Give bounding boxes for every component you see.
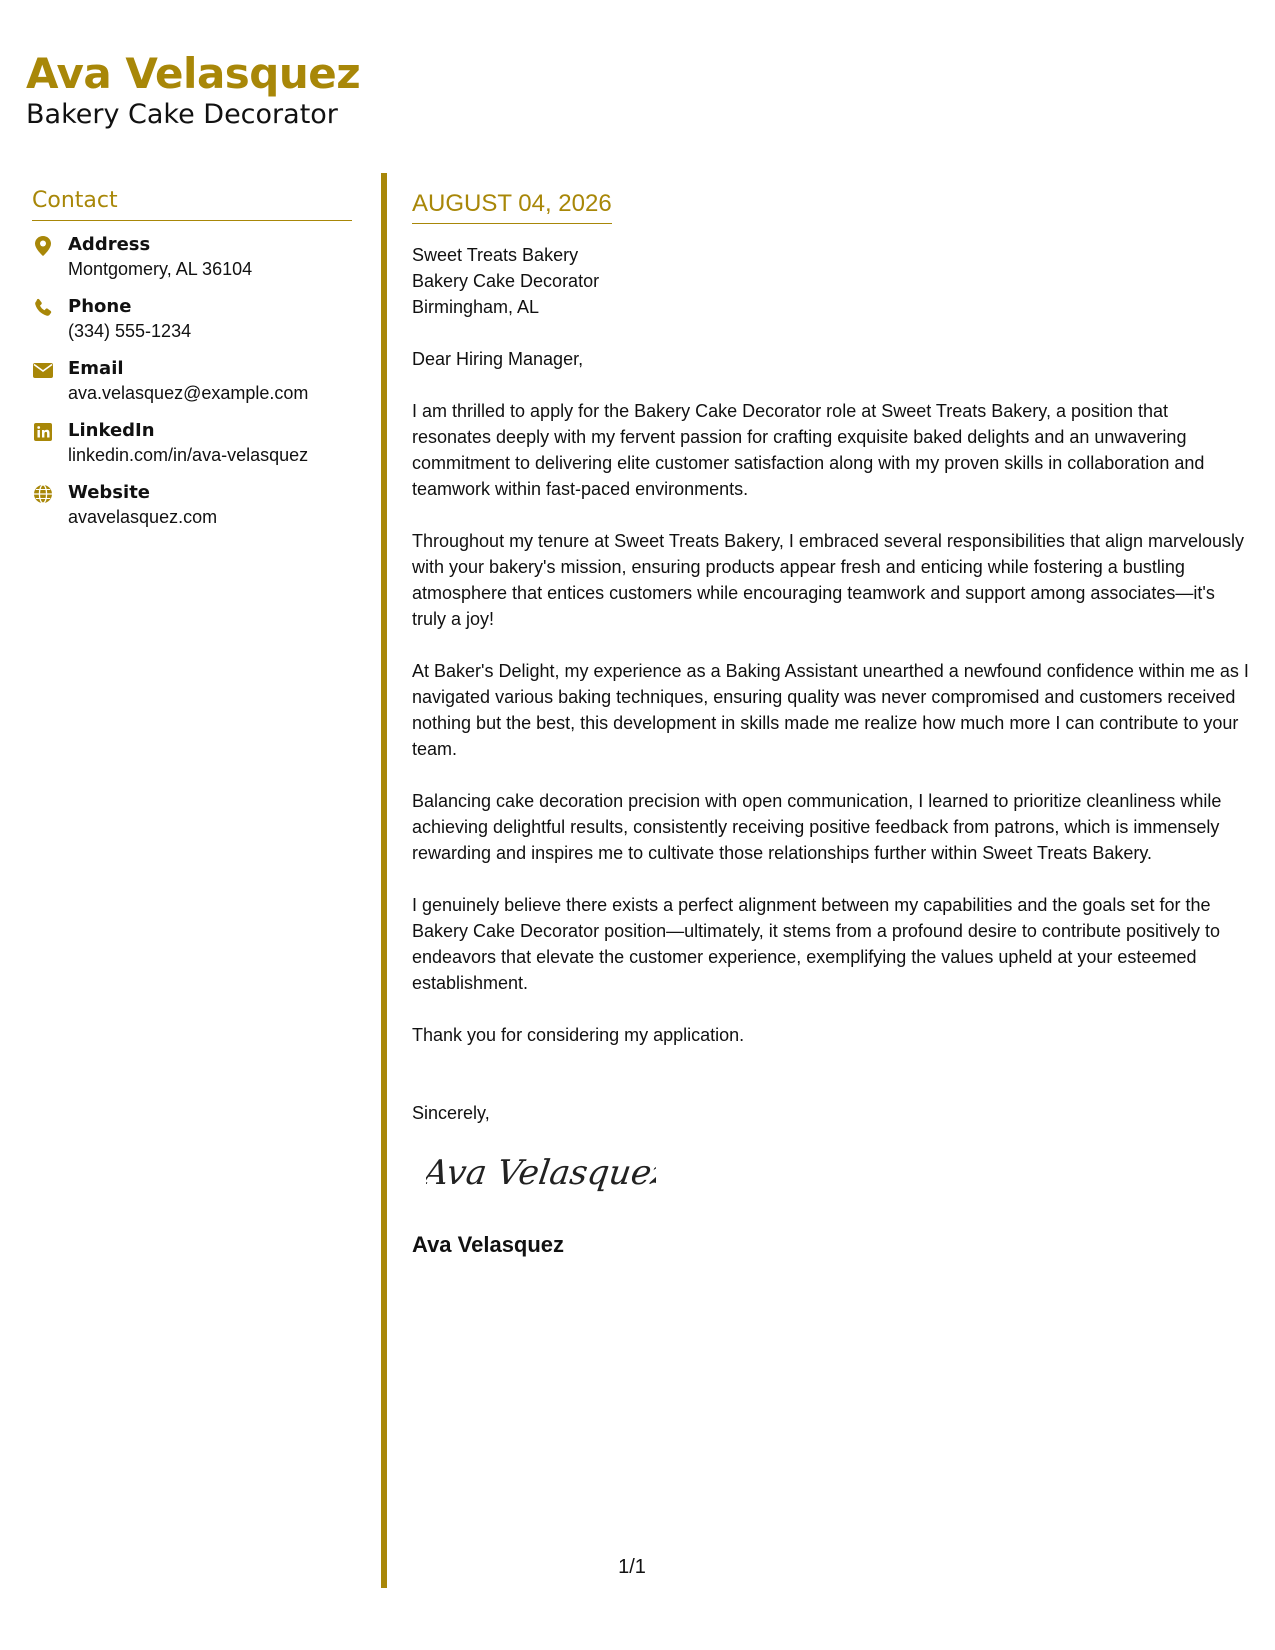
letter-paragraph: Balancing cake decoration precision with open communication, I learned to prioritize cleanliness while achieving delightful results, consistently receiving positive feedback from patrons, which is immensely rewarding and inspires me to cultivate those relationships further within Sweet Treats Bakery.	[412, 791, 1222, 863]
recipient-position: Bakery Cake Decorator	[412, 271, 600, 291]
signer-name: Ava Velasquez	[412, 1232, 565, 1257]
handwritten-signature	[426, 1144, 656, 1204]
applicant-name: Ava Velasquez	[26, 49, 361, 98]
salutation: Dear Hiring Manager,	[412, 349, 584, 369]
contact-label: Website	[68, 482, 151, 503]
contact-item-phone	[32, 295, 352, 344]
letter-paragraph: Thank you for considering my application.	[412, 1025, 745, 1045]
website-value: avavelasquez.com	[68, 507, 218, 527]
recipient-block	[412, 242, 1252, 320]
contact-heading: Contact	[32, 186, 352, 221]
phone-icon	[32, 297, 54, 319]
letter-date: AUGUST 04, 2026	[412, 188, 612, 224]
signature-script: Ava Velasquez	[426, 1153, 656, 1193]
address-value: Montgomery, AL 36104	[68, 259, 253, 279]
linkedin-value: linkedin.com/in/ava-velasquez	[68, 445, 309, 465]
contact-list	[32, 233, 352, 530]
letter-paragraph: At Baker's Delight, my experience as a Baking Assistant unearthed a newfound confidence within me as I navigated various baking techniques, ensuring quality was never compromised and customers received nothing but the best, this development in skills made me realize how much more I can contribute to your team.	[412, 661, 1249, 759]
globe-icon	[32, 483, 54, 505]
letter-paragraph: I genuinely believe there exists a perfect alignment between my capabilities and the goals set for the Bakery Cake Decorator position—ultimately, it stems from a profound desire to contribute positively to endeavors that elevate the customer experience, exemplifying the values upheld at your esteemed establishment.	[412, 895, 1221, 993]
contact-item-address	[32, 233, 352, 282]
column-divider	[381, 173, 387, 1588]
linkedin-icon	[32, 421, 54, 443]
contact-item-email	[32, 357, 352, 406]
recipient-location: Birmingham, AL	[412, 297, 540, 317]
contact-sidebar	[32, 186, 352, 543]
contact-label: Email	[68, 358, 124, 379]
page-number: 1/1	[618, 1556, 646, 1578]
letter-body	[412, 188, 1252, 1259]
contact-item-website	[32, 481, 352, 530]
contact-label: Address	[68, 234, 151, 255]
letter-paragraph: I am thrilled to apply for the Bakery Cake Decorator role at Sweet Treats Bakery, a position that resonates deeply with my fervent passion for crafting exquisite baked delights and an unwavering commitment to delivering elite customer satisfaction along with my proven skills in collaboration and teamwork within fast-paced environments.	[412, 401, 1205, 499]
contact-label: Phone	[68, 296, 132, 317]
header	[26, 48, 360, 132]
email-value: ava.velasquez@example.com	[68, 383, 309, 403]
envelope-icon	[32, 359, 54, 381]
map-pin-icon	[32, 235, 54, 257]
closing: Sincerely,	[412, 1103, 490, 1123]
letter-paragraph: Throughout my tenure at Sweet Treats Bakery, I embraced several responsibilities that align marvelously with your bakery's mission, ensuring products appear fresh and enticing while fostering a bustling atmosphere that entices customers while encouraging teamwork and support among associates—it's truly a joy!	[412, 531, 1245, 629]
contact-label: LinkedIn	[68, 420, 155, 441]
contact-item-linkedin	[32, 419, 352, 468]
phone-value: (334) 555-1234	[68, 321, 192, 341]
applicant-role: Bakery Cake Decorator	[26, 99, 338, 130]
recipient-company: Sweet Treats Bakery	[412, 245, 579, 265]
